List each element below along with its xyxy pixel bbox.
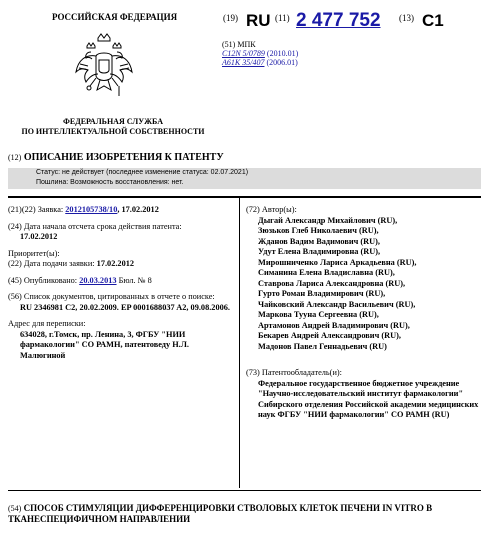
double-headed-eagle-icon xyxy=(74,32,134,100)
ipc-link-2[interactable]: A61K 35/407 xyxy=(222,58,265,67)
title-code: (12) xyxy=(8,153,22,162)
ipc-date-2: (2006.01) xyxy=(266,58,298,67)
author-item: Дыгай Александр Михайлович (RU), xyxy=(258,215,398,225)
author-item: Жданов Вадим Вадимович (RU), xyxy=(258,236,380,246)
authors-label: (72) Автор(ы): xyxy=(246,205,297,214)
published-date-link[interactable]: 20.03.2013 xyxy=(79,275,117,285)
author-item: Удут Елена Владимировна (RU), xyxy=(258,247,381,256)
author-item: Зюзьков Глеб Николаевич (RU), xyxy=(258,226,379,235)
address-text: 634028, г.Томск, пр. Ленина, 3, ФГБУ "НИИ фармакологии" СО РАМН, патентоведу Н.Л. Малюгиной xyxy=(20,329,190,360)
term-date: 17.02.2012 xyxy=(20,232,58,241)
top-divider xyxy=(8,196,481,198)
cited-label: (56) Список документов, цитированных в отчете о поиске: xyxy=(8,292,215,301)
author-item: Гурто Роман Владимирович (RU), xyxy=(258,289,386,298)
agency-line-1: ФЕДЕРАЛЬНАЯ СЛУЖБА xyxy=(63,117,163,126)
status-line: Статус: не действует (последнее изменение статуса: 02.07.2021) xyxy=(36,169,249,176)
fee-line: Пошлина: Возможность восстановления: нет. xyxy=(36,179,184,186)
code-11: (11) xyxy=(275,13,290,23)
author-item: Ставрова Лариса Александровна (RU), xyxy=(258,278,406,288)
owner-label: (73) Патентообладатель(и): xyxy=(246,368,342,377)
ipc-link-1[interactable]: C12N 5/0789 xyxy=(222,49,265,58)
published-label: (45) Опубликовано: xyxy=(8,275,78,285)
author-item: Мирошниченко Лариса Аркадьевна (RU), xyxy=(258,257,417,267)
title-text: ОПИСАНИЕ ИЗОБРЕТЕНИЯ К ПАТЕНТУ xyxy=(23,152,224,163)
author-item: Симанина Елена Владиславна (RU), xyxy=(258,268,395,277)
priority-label: Приоритет(ы): xyxy=(8,248,60,258)
invention-title xyxy=(8,503,481,525)
right-column xyxy=(246,205,482,421)
filing-row xyxy=(8,259,234,270)
status-box xyxy=(8,168,481,189)
agency-line-2: ПО ИНТЕЛЛЕКТУАЛЬНОЙ СОБСТВЕННОСТИ xyxy=(21,127,205,136)
ipc-block xyxy=(222,40,298,67)
published-row xyxy=(8,276,234,287)
agency-name xyxy=(8,117,218,137)
term-label: (24) Дата начала отсчета срока действия патента: xyxy=(8,221,182,231)
code-19: (19) xyxy=(223,13,238,23)
address-label: Адрес для переписки: xyxy=(8,319,86,328)
author-item: Мадонов Павел Геннадьевич (RU) xyxy=(258,341,387,351)
patent-number-link[interactable]: 2 477 752 xyxy=(296,10,381,31)
term-row xyxy=(8,222,234,243)
author-item: Чайковский Александр Васильевич (RU), xyxy=(258,299,416,309)
ipc-label: (51) МПК xyxy=(222,40,256,49)
invention-code: (54) xyxy=(8,504,22,513)
cited-text: RU 2346981 C2, 20.02.2009. EP 0001688037 A2, 09.08.2006. xyxy=(20,302,230,312)
authors-list xyxy=(246,216,482,353)
invention-text: СПОСОБ СТИМУЛЯЦИИ ДИФФЕРЕНЦИРОВКИ СТВОЛОВЫХ КЛЕТОК ПЕЧЕНИ IN VITRO В ТКАНЕСПЕЦИФИЧНОМ НАПРАВЛЕНИИ xyxy=(8,503,433,524)
column-divider xyxy=(239,198,240,488)
owner-text: Федеральное государственное бюджетное учреждение "Научно-исследовательский институт фармакологии" Сибирского отделения Российской академии медицинских наук ФГБУ "НИИ фармакологии" СО РАМН (RU) xyxy=(258,378,479,419)
author-item: Бекарев Андрей Александрович (RU), xyxy=(258,331,401,340)
document-title xyxy=(8,152,224,163)
left-column xyxy=(8,205,234,367)
filing-label: (22) Дата подачи заявки: xyxy=(8,259,95,268)
address-row xyxy=(8,319,234,361)
cited-row xyxy=(8,292,234,313)
country-code: RU xyxy=(246,11,271,30)
application-date: , 17.02.2012 xyxy=(117,205,159,214)
country-name: РОССИЙСКАЯ ФЕДЕРАЦИЯ xyxy=(52,12,178,22)
application-number-link[interactable]: 2012105738/10 xyxy=(65,205,118,214)
bottom-divider xyxy=(8,490,481,491)
kind-code: C1 xyxy=(422,11,444,30)
bulletin: Бюл. № 8 xyxy=(118,275,152,285)
code-13: (13) xyxy=(399,13,414,23)
author-item: Маркова Тууна Сергеевна (RU), xyxy=(258,310,379,319)
author-item: Артамонов Андрей Владимирович (RU), xyxy=(258,320,410,330)
ipc-date-1: (2010.01) xyxy=(266,49,299,58)
application-label: (21)(22) Заявка: xyxy=(8,205,64,214)
application-row xyxy=(8,205,234,216)
filing-date: 17.02.2012 xyxy=(96,259,135,268)
